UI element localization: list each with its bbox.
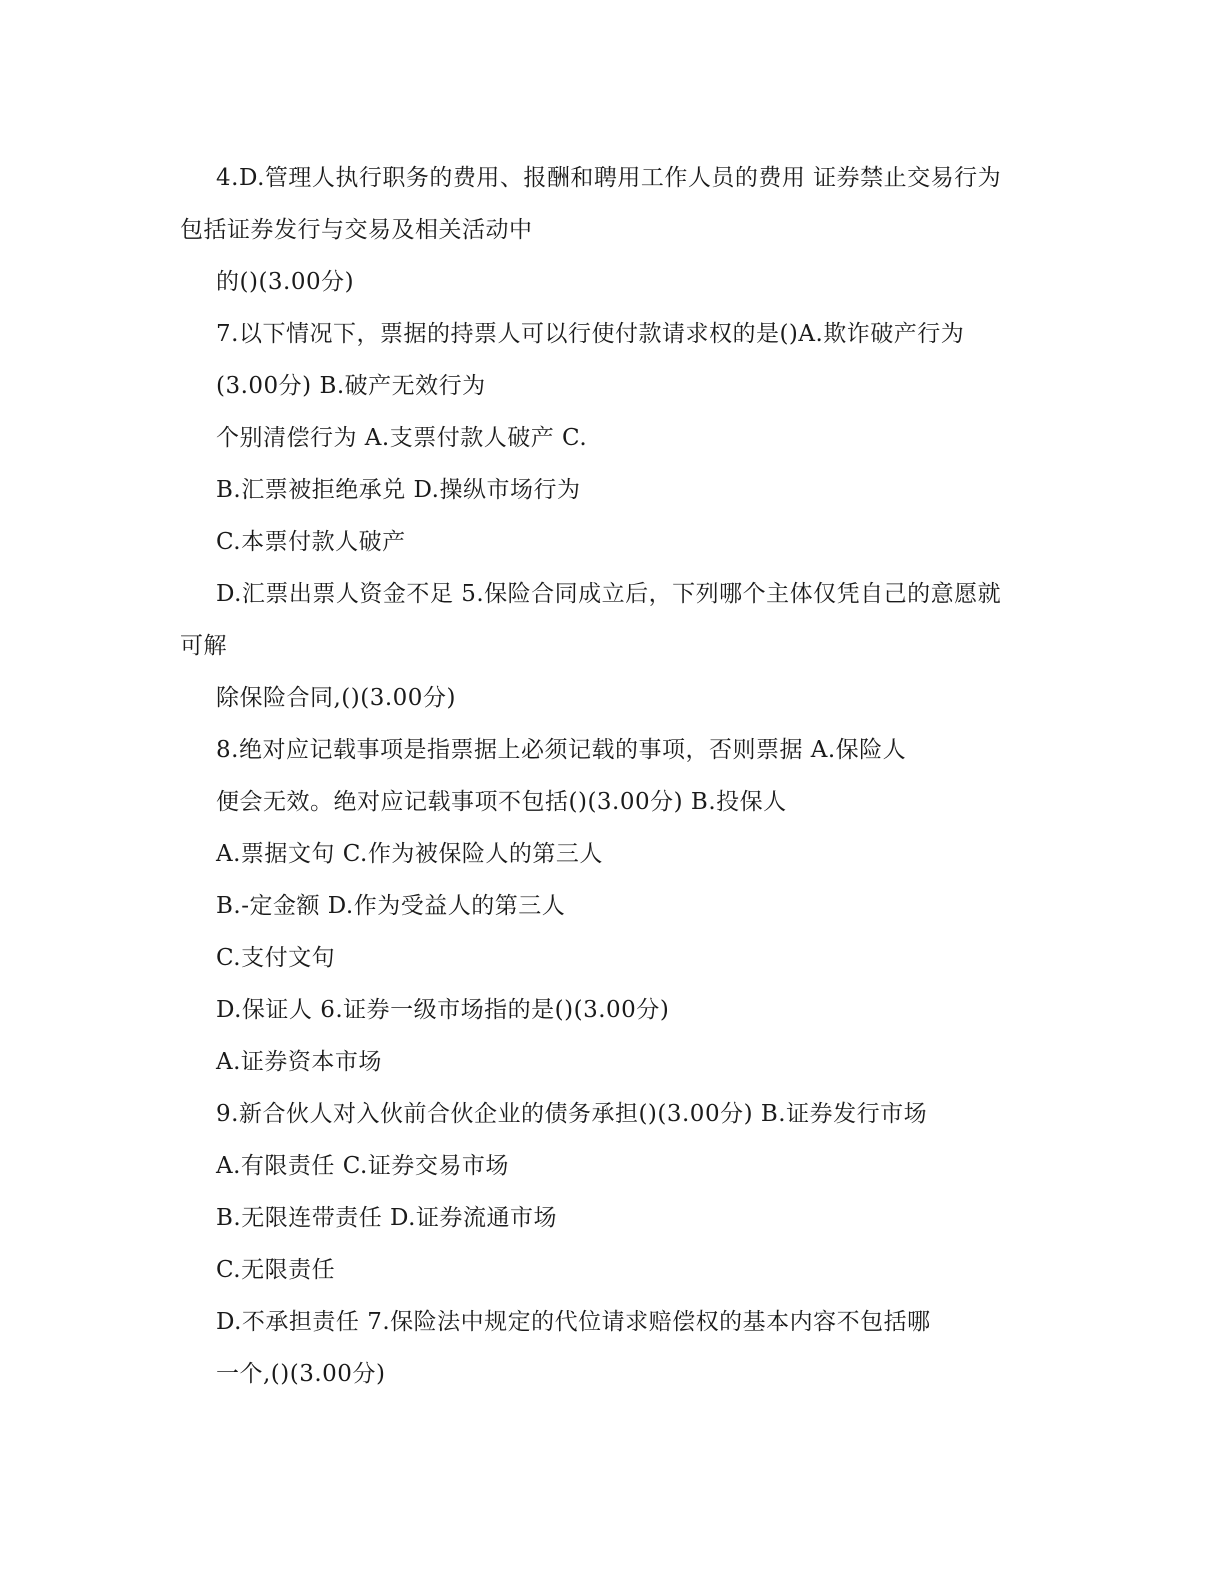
text-line: 8.绝对应记载事项是指票据上必须记载的事项，否则票据 A.保险人 bbox=[216, 737, 907, 763]
text-line: 包括证券发行与交易及相关活动中 bbox=[180, 217, 533, 243]
text-line: C.无限责任 bbox=[216, 1257, 336, 1283]
text-line: A.票据文句 C.作为被保险人的第三人 bbox=[216, 841, 603, 867]
text-line: 除保险合同,()(3.00分) bbox=[216, 685, 456, 711]
text-line: 4.D.管理人执行职务的费用、报酬和聘用工作人员的费用 证券禁止交易行为 bbox=[216, 165, 1002, 191]
text-line: A.证券资本市场 bbox=[216, 1049, 382, 1075]
text-line: 可解 bbox=[180, 633, 227, 659]
text-line: 7.以下情况下，票据的持票人可以行使付款请求权的是()A.欺诈破产行为 bbox=[216, 321, 965, 347]
text-line: 9.新合伙人对入伙前合伙企业的债务承担()(3.00分) B.证券发行市场 bbox=[216, 1101, 928, 1127]
text-line: 个别清偿行为 A.支票付款人破产 C. bbox=[216, 425, 588, 451]
text-line: C.支付文句 bbox=[216, 945, 336, 971]
text-line: B.无限连带责任 D.证券流通市场 bbox=[216, 1205, 557, 1231]
text-line: B.汇票被拒绝承兑 D.操纵市场行为 bbox=[216, 477, 581, 503]
text-line: D.不承担责任 7.保险法中规定的代位请求赔偿权的基本内容不包括哪 bbox=[216, 1309, 931, 1335]
text-line: 一个,()(3.00分) bbox=[216, 1361, 386, 1387]
text-line: (3.00分) B.破产无效行为 bbox=[216, 373, 486, 399]
text-line: 的()(3.00分) bbox=[216, 269, 355, 295]
text-line: 便会无效。绝对应记载事项不包括()(3.00分) B.投保人 bbox=[216, 789, 787, 815]
text-line: A.有限责任 C.证券交易市场 bbox=[216, 1153, 509, 1179]
text-line: D.保证人 6.证券一级市场指的是()(3.00分) bbox=[216, 997, 670, 1023]
text-line: B.-定金额 D.作为受益人的第三人 bbox=[216, 893, 566, 919]
text-line: D.汇票出票人资金不足 5.保险合同成立后，下列哪个主体仅凭自己的意愿就 bbox=[216, 581, 1002, 607]
text-line: C.本票付款人破产 bbox=[216, 529, 406, 555]
